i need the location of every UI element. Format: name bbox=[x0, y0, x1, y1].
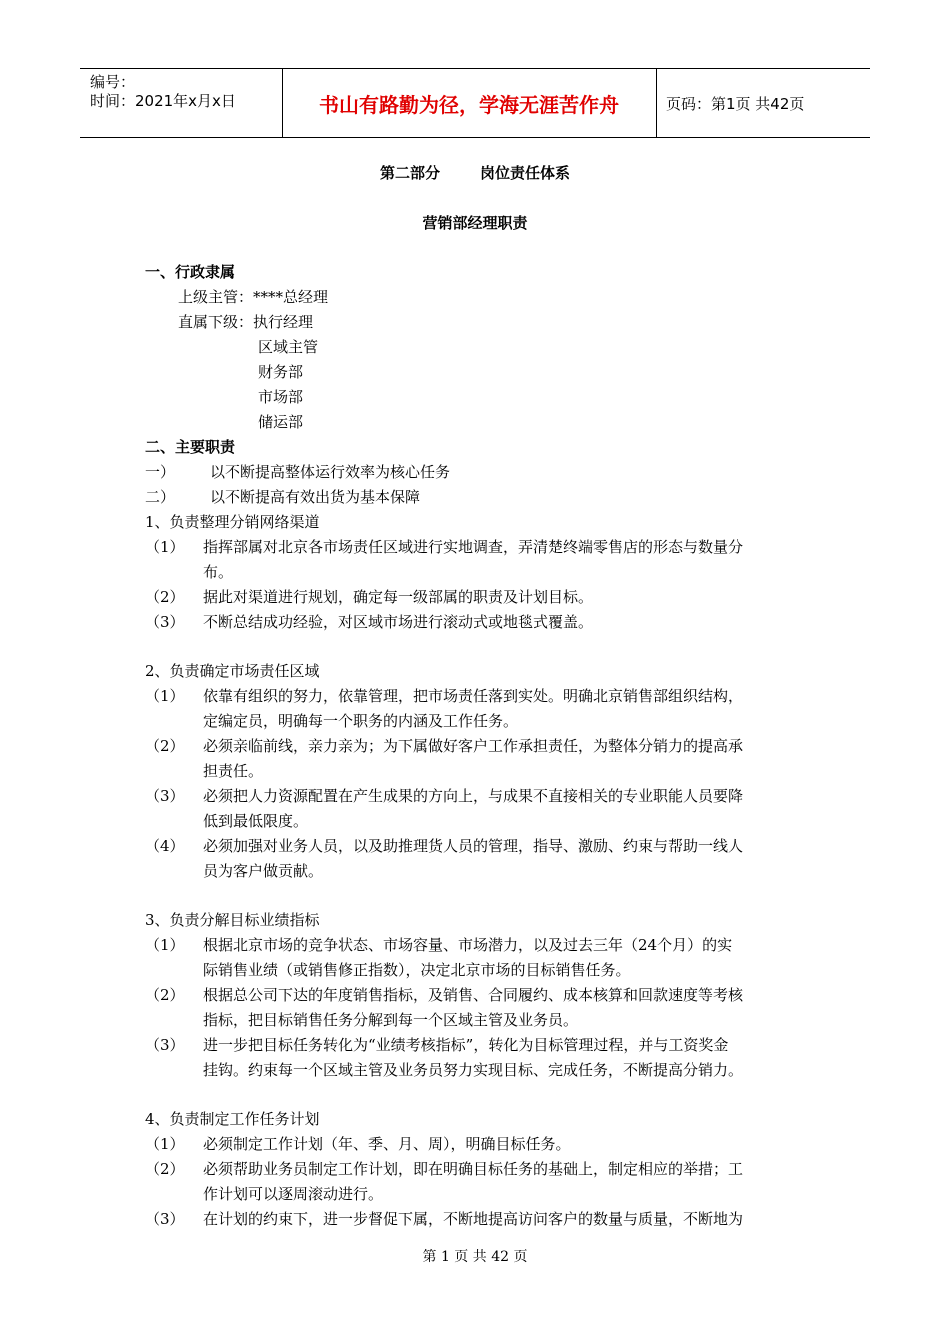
subordinate-item: 储运部 bbox=[258, 413, 304, 431]
part-title-number: 第二部分 bbox=[379, 164, 440, 182]
list-item-text: 布。 bbox=[203, 563, 234, 581]
list-marker: （1） bbox=[145, 687, 185, 705]
duty-principle: 以不断提高有效出货为基本保障 bbox=[210, 488, 421, 506]
header-divider-2 bbox=[656, 69, 657, 137]
list-marker: （2） bbox=[145, 1160, 185, 1178]
subordinate-item: 市场部 bbox=[258, 388, 304, 406]
list-item-text: 必须亲临前线，亲力亲为；为下属做好客户工作承担责任，为整体分销力的提高承 bbox=[203, 737, 744, 755]
heading-administrative: 一、行政隶属 bbox=[145, 263, 236, 281]
list-marker: 一） bbox=[145, 463, 176, 481]
duty-title: 1、负责整理分销网络渠道 bbox=[145, 513, 320, 531]
header-page-info: 页码：第1页 共42页 bbox=[666, 95, 805, 113]
list-item-text: 挂钩。约束每一个区域主管及业务员努力实现目标、完成任务，不断提高分销力。 bbox=[203, 1061, 744, 1079]
list-marker: （1） bbox=[145, 936, 185, 954]
list-marker: 二） bbox=[145, 488, 176, 506]
list-item-text: 必须帮助业务员制定工作计划，即在明确目标任务的基础上，制定相应的举措；工 bbox=[203, 1160, 744, 1178]
list-marker: （2） bbox=[145, 986, 185, 1004]
list-marker: （1） bbox=[145, 538, 185, 556]
heading-main-duties: 二、主要职责 bbox=[145, 438, 236, 456]
document-header bbox=[80, 68, 870, 138]
list-item-text: 必须把人力资源配置在产生成果的方向上，与成果不直接相关的专业职能人员要降 bbox=[203, 787, 744, 805]
part-title-name: 岗位责任体系 bbox=[480, 164, 571, 182]
page-footer: 第 1 页 共 42 页 bbox=[422, 1249, 528, 1265]
list-marker: （2） bbox=[145, 588, 185, 606]
list-item-text: 据此对渠道进行规划，确定每一级部属的职责及计划目标。 bbox=[203, 588, 594, 606]
list-item-text: 根据总公司下达的年度销售指标，及销售、合同履约、成本核算和回款速度等考核 bbox=[203, 986, 744, 1004]
list-item-text: 低到最低限度。 bbox=[203, 812, 309, 830]
part-title bbox=[0, 162, 950, 183]
list-marker: （3） bbox=[145, 787, 185, 805]
list-marker: （3） bbox=[145, 1210, 185, 1228]
header-motto: 书山有路勤为径，学海无涯苦作舟 bbox=[319, 93, 619, 117]
duty-principle: 以不断提高整体运行效率为核心任务 bbox=[210, 463, 451, 481]
list-item-text: 在计划的约束下，进一步督促下属，不断地提高访问客户的数量与质量，不断地为 bbox=[203, 1210, 744, 1228]
list-item-text: 进一步把目标任务转化为“业绩考核指标”，转化为目标管理过程，并与工资奖金 bbox=[203, 1036, 729, 1054]
subordinate-item: 财务部 bbox=[258, 363, 304, 381]
list-item-text: 指标，把目标销售任务分解到每一个区域主管及业务员。 bbox=[203, 1011, 579, 1029]
list-item-text: 不断总结成功经验，对区域市场进行滚动式或地毯式覆盖。 bbox=[203, 613, 594, 631]
list-item-text: 定编定员，明确每一个职务的内涵及工作任务。 bbox=[203, 712, 519, 730]
list-item-text: 作计划可以逐周滚动进行。 bbox=[203, 1185, 384, 1203]
list-item-text: 员为客户做贡献。 bbox=[203, 862, 324, 880]
document-date: 时间：2021年x月x日 bbox=[90, 92, 236, 110]
list-marker: （3） bbox=[145, 1036, 185, 1054]
duty-title: 4、负责制定工作任务计划 bbox=[145, 1110, 320, 1128]
list-item-text: 际销售业绩（或销售修正指数），决定北京市场的目标销售任务。 bbox=[203, 961, 631, 979]
list-item-text: 指挥部属对北京各市场责任区域进行实地调查，弄清楚终端零售店的形态与数量分 bbox=[203, 538, 744, 556]
duty-title: 2、负责确定市场责任区域 bbox=[145, 662, 320, 680]
list-marker: （4） bbox=[145, 837, 185, 855]
list-item-text: 必须制定工作计划（年、季、月、周），明确目标任务。 bbox=[203, 1135, 571, 1153]
list-marker: （3） bbox=[145, 613, 185, 631]
header-meta bbox=[90, 73, 236, 111]
list-item-text: 依靠有组织的努力，依靠管理，把市场责任落到实处。明确北京销售部组织结构， bbox=[203, 687, 744, 705]
document-number: 编号： bbox=[90, 73, 136, 91]
list-item-text: 必须加强对业务人员，以及助推理货人员的管理，指导、激励、约束与帮助一线人 bbox=[203, 837, 744, 855]
list-marker: （1） bbox=[145, 1135, 185, 1153]
subordinate-item: 区域主管 bbox=[258, 338, 319, 356]
subordinate-line: 直属下级：执行经理 bbox=[178, 313, 314, 331]
superior-line: 上级主管：****总经理 bbox=[178, 288, 329, 306]
list-item-text: 根据北京市场的竞争状态、市场容量、市场潜力，以及过去三年（24个月）的实 bbox=[203, 936, 733, 954]
list-marker: （2） bbox=[145, 737, 185, 755]
section-subtitle: 营销部经理职责 bbox=[422, 214, 528, 232]
list-item-text: 担责任。 bbox=[203, 762, 264, 780]
duty-title: 3、负责分解目标业绩指标 bbox=[145, 911, 320, 929]
